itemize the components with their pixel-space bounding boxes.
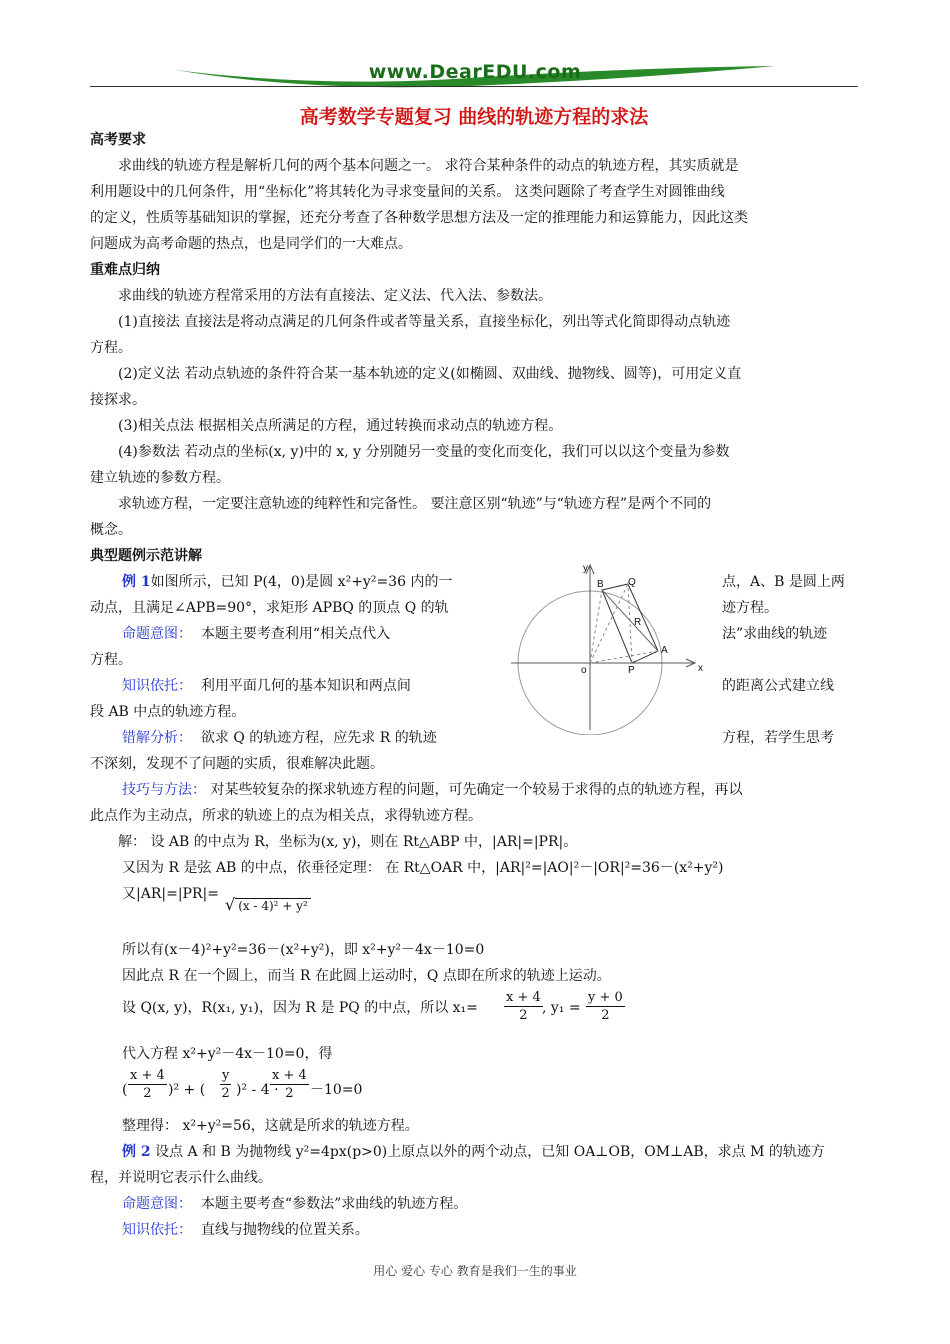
heading-examples: 典型题例示范讲解 (90, 548, 202, 564)
paragraph-line: 概念。 (90, 522, 132, 538)
solution-line: 所以有(x－4)²+y²=36－(x²+y²)，即 x²+y²－4x－10=0 (122, 942, 485, 958)
skill-line: 技巧与方法： 对某些较复杂的探求轨迹方程的问题，可先确定一个较易于求得的点的轨迹方程，再以 (122, 782, 743, 798)
label-x: x (698, 663, 703, 674)
logo-text: www.DearEDU.com (368, 61, 582, 83)
label-o: o (581, 665, 587, 676)
fraction: $\frac{x + 4}{2}$ (506, 990, 541, 1023)
example2-line: 程，并说明它表示什么曲线。 (90, 1170, 272, 1186)
example2-line: 例 2 设点 A 和 B 为抛物线 y²=4px(p>0)上原点以外的两个动点，已知 OA⊥OB，OM⊥AB，求点 M 的轨迹方 (122, 1144, 825, 1160)
intent2-line: 命题意图： 本题主要考查“参数法”求曲线的轨迹方程。 (122, 1196, 468, 1212)
y1-label: , y₁ = (542, 1000, 581, 1016)
example1-line: 动点，且满足∠APB=90°，求矩形 APBQ 的顶点 Q 的轨 (90, 600, 449, 616)
fraction: $\frac{y}{2}$ (221, 1068, 230, 1101)
error-line: 不深刻，发现不了问题的实质，很难解决此题。 (90, 756, 384, 772)
paragraph-line: (4)参数法 若动点的坐标(x, y)中的 x, y 分别随另一变量的变化而变化，我们可以以这个变量为参数 (118, 444, 730, 460)
paragraph-line: (3)相关点法 根据相关点所满足的方程，通过转换而求动点的轨迹方程。 (118, 418, 563, 434)
paragraph-line: 求曲线的轨迹方程常采用的方法有直接法、定义法、代入法、参数法。 (118, 288, 552, 304)
paragraph-line: (2)定义法 若动点轨迹的条件符合某一基本轨迹的定义(如椭圆、双曲线、抛物线、圆等)，可用定义直 (118, 366, 742, 382)
basis2-line: 知识依托： 直线与抛物线的位置关系。 (122, 1222, 369, 1238)
solution-line: 又因为 R 是弦 AB 的中点，依垂径定理： 在 Rt△OAR 中，|AR|²=|AO|²－|OR|²=36－(x²+y²) (122, 860, 724, 876)
example1-line-right: 点，A、B 是圆上两 (722, 574, 845, 590)
equation-part: )² - 4 · (236, 1082, 279, 1098)
sqrt-expression: √ (x - 4)² + y² (225, 895, 311, 914)
solution-line: 整理得： x²+y²=56，这就是所求的轨迹方程。 (122, 1118, 419, 1134)
solution-line: 又|AR|=|PR|= (122, 886, 219, 902)
heading-key-points: 重难点归纳 (90, 262, 160, 278)
paragraph-line: 利用题设中的几何条件，用“坐标化”将其转化为寻求变量间的关系。 这类问题除了考查学生对圆锥曲线 (90, 184, 725, 200)
paragraph-line: 的定义，性质等基础知识的掌握，还充分考查了各种数学思想方法及一定的推理能力和运算能力，因此这类 (90, 210, 748, 226)
intent-line: 方程。 (90, 652, 132, 668)
basis-line: 知识依托： 利用平面几何的基本知识和两点间 (122, 678, 411, 694)
label-y: y (583, 563, 588, 574)
solution-line: 解： 设 AB 的中点为 R，坐标为(x, y)，则在 Rt△ABP 中，|AR|=|PR|。 (118, 834, 578, 850)
example1-line-right: 迹方程。 (722, 600, 778, 616)
paragraph-line: 接探求。 (90, 392, 146, 408)
footer: 用心 爱心 专心 教育是我们一生的事业 (373, 1264, 577, 1278)
error-line-right: 方程，若学生思考 (722, 730, 834, 746)
error-line: 错解分析： 欲求 Q 的轨迹方程，应先求 R 的轨迹 (122, 730, 437, 746)
label-p: P (628, 665, 635, 676)
label-r: R (634, 617, 642, 628)
solution-line: 设 Q(x, y)，R(x₁, y₁)，因为 R 是 PQ 的中点，所以 x₁= (122, 1000, 478, 1016)
intent-line-right: 法”求曲线的轨迹 (722, 626, 828, 642)
intent-line: 命题意图： 本题主要考查利用“相关点代入 (122, 626, 391, 642)
heading-requirements: 高考要求 (90, 132, 146, 148)
basis-line: 段 AB 中点的轨迹方程。 (90, 704, 246, 720)
paragraph-line: 问题成为高考命题的热点，也是同学们的一大难点。 (90, 236, 412, 252)
paragraph-line: 求曲线的轨迹方程是解析几何的两个基本问题之一。 求符合某种条件的动点的轨迹方程，其实质就是 (118, 158, 739, 174)
header-divider (90, 86, 858, 87)
label-a: A (661, 645, 668, 656)
paragraph-line: 建立轨迹的参数方程。 (90, 470, 230, 486)
skill-line: 此点作为主动点，所求的轨迹上的点为相关点，求得轨迹方程。 (90, 808, 482, 824)
solution-line: 因此点 R 在一个圆上，而当 R 在此圆上运动时，Q 点即在所求的轨迹上运动。 (122, 968, 611, 984)
paragraph-line: 求轨迹方程，一定要注意轨迹的纯粹性和完备性。 要注意区别“轨迹”与“轨迹方程”是两个不同的 (118, 496, 712, 512)
label-q: Q (628, 577, 636, 588)
page-title: 高考数学专题复习 曲线的轨迹方程的求法 (299, 106, 649, 128)
equation-part: )² + ( (168, 1082, 206, 1098)
fraction: $\frac{x + 4}{2}$ (272, 1068, 307, 1101)
fraction: $\frac{y + 0}{2}$ (588, 990, 623, 1023)
label-b: B (597, 579, 604, 590)
paragraph-line: (1)直接法 直接法是将动点满足的几何条件或者等量关系，直接坐标化，列出等式化简即得动点轨迹 (118, 314, 731, 330)
circle-diagram (505, 555, 715, 735)
paragraph-line: 方程。 (90, 340, 132, 356)
basis-line-right: 的距离公式建立线 (722, 678, 834, 694)
example1-line: 例 1如图所示，已知 P(4，0)是圆 x²+y²=36 内的一 (122, 574, 453, 590)
fraction: $\frac{x + 4}{2}$ (130, 1068, 165, 1101)
solution-line: 代入方程 x²+y²－4x－10=0，得 (122, 1046, 333, 1062)
equation-part: ( (122, 1082, 128, 1098)
equation-part: －10=0 (310, 1082, 363, 1098)
